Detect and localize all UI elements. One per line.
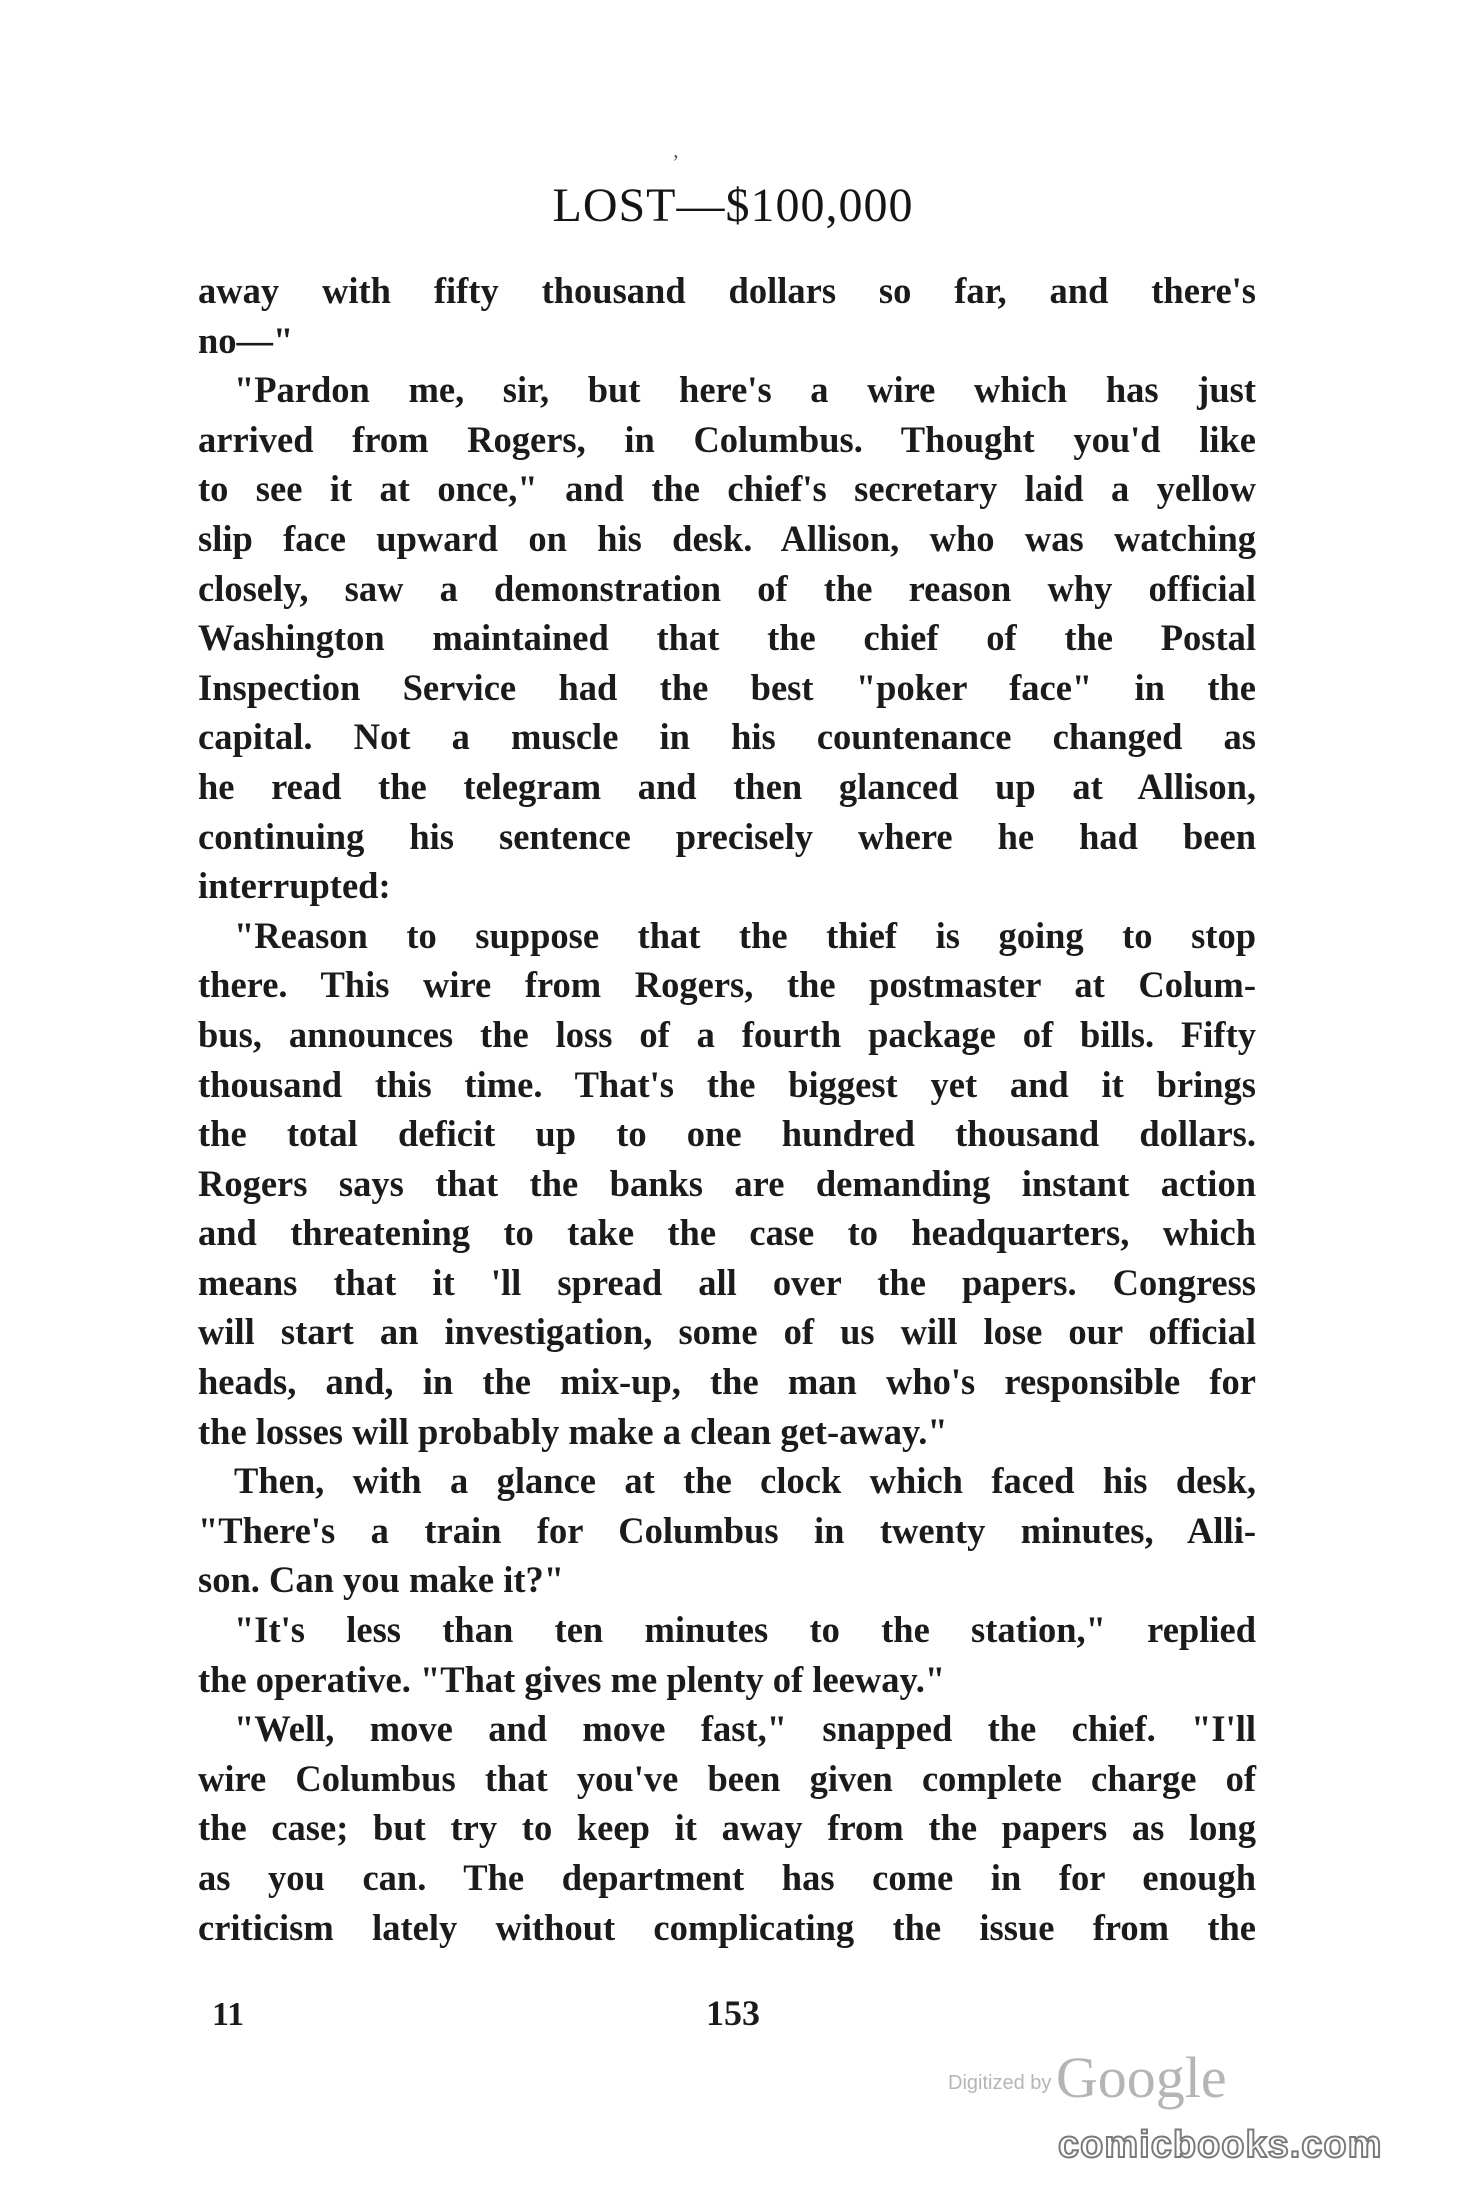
paragraph [198, 1704, 1256, 1952]
text-line: thousand this time. That's the biggest yet and it brings [198, 1063, 1256, 1105]
body-text [198, 266, 1256, 1952]
text-line: no—" [198, 319, 294, 361]
text-line: Then, with a glance at the clock which faced his desk, [234, 1460, 1256, 1502]
text-line: as you can. The department has come in for enough [198, 1857, 1256, 1898]
text-line: son. Can you make it?" [198, 1559, 565, 1601]
stray-mark: ʼ [672, 150, 680, 175]
text-line: continuing his sentence precisely where he had been [198, 815, 1256, 857]
text-line: "It's less than ten minutes to the station," replied [234, 1609, 1256, 1651]
paragraph [198, 1605, 1256, 1704]
text-line: the case; but try to keep it away from the papers as long [198, 1807, 1256, 1849]
text-line: capital. Not a muscle in his countenance changed as [198, 716, 1256, 758]
text-line: and threatening to take the case to headquarters, which [198, 1212, 1256, 1254]
text-line: the operative. "That gives me plenty of leeway." [198, 1658, 946, 1700]
paragraph [198, 911, 1256, 1457]
paragraph [198, 365, 1256, 911]
text-line: means that it 'll spread all over the papers. Congress [198, 1261, 1256, 1303]
text-line: there. This wire from Rogers, the postmaster at Colum- [198, 964, 1256, 1006]
signature-mark: 11 [212, 1996, 245, 2033]
text-line: the total deficit up to one hundred thousand dollars. [198, 1113, 1256, 1155]
text-line: to see it at once," and the chief's secretary laid a yellow [198, 468, 1256, 510]
page-number: 153 [706, 1993, 760, 2033]
text-line: "Reason to suppose that the thief is going to stop [234, 914, 1256, 956]
text-line: Washington maintained that the chief of the Postal [198, 617, 1256, 659]
text-line: "There's a train for Columbus in twenty minutes, Alli- [198, 1509, 1256, 1551]
text-line: "Pardon me, sir, but here's a wire which has just [234, 369, 1256, 411]
text-line: criticism lately without complicating the issue from the [198, 1906, 1256, 1948]
text-line: the losses will probably make a clean get-away." [198, 1410, 948, 1452]
text-line: slip face upward on his desk. Allison, who was watching [198, 517, 1256, 559]
digitized-by-prefix: Digitized by [948, 2072, 1052, 2094]
text-line: bus, announces the loss of a fourth package of bills. Fifty [198, 1013, 1256, 1055]
google-wordmark: Google [1055, 2045, 1227, 2110]
text-line: Inspection Service had the best "poker face" in the [198, 666, 1256, 708]
paragraph [198, 1456, 1256, 1605]
text-line: away with fifty thousand dollars so far, and there's [198, 270, 1256, 311]
paragraph [198, 266, 1256, 365]
text-line: wire Columbus that you've been given complete charge of [198, 1757, 1256, 1799]
running-head: LOST—$100,000 [552, 179, 914, 232]
site-watermark: comicbooks.com [1058, 2124, 1383, 2166]
text-line: he read the telegram and then glanced up at Allison, [198, 765, 1256, 807]
text-line: Rogers says that the banks are demanding instant action [198, 1162, 1256, 1204]
text-line: arrived from Rogers, in Columbus. Thought you'd like [198, 418, 1256, 460]
text-line: "Well, move and move fast," snapped the chief. "I'll [234, 1708, 1256, 1750]
text-line: closely, saw a demonstration of the reason why official [198, 567, 1256, 609]
text-line: interrupted: [198, 865, 391, 907]
text-line: heads, and, in the mix-up, the man who's responsible for [198, 1361, 1256, 1403]
digitized-by-logo [948, 2044, 1227, 2111]
text-line: will start an investigation, some of us will lose our official [198, 1311, 1256, 1353]
